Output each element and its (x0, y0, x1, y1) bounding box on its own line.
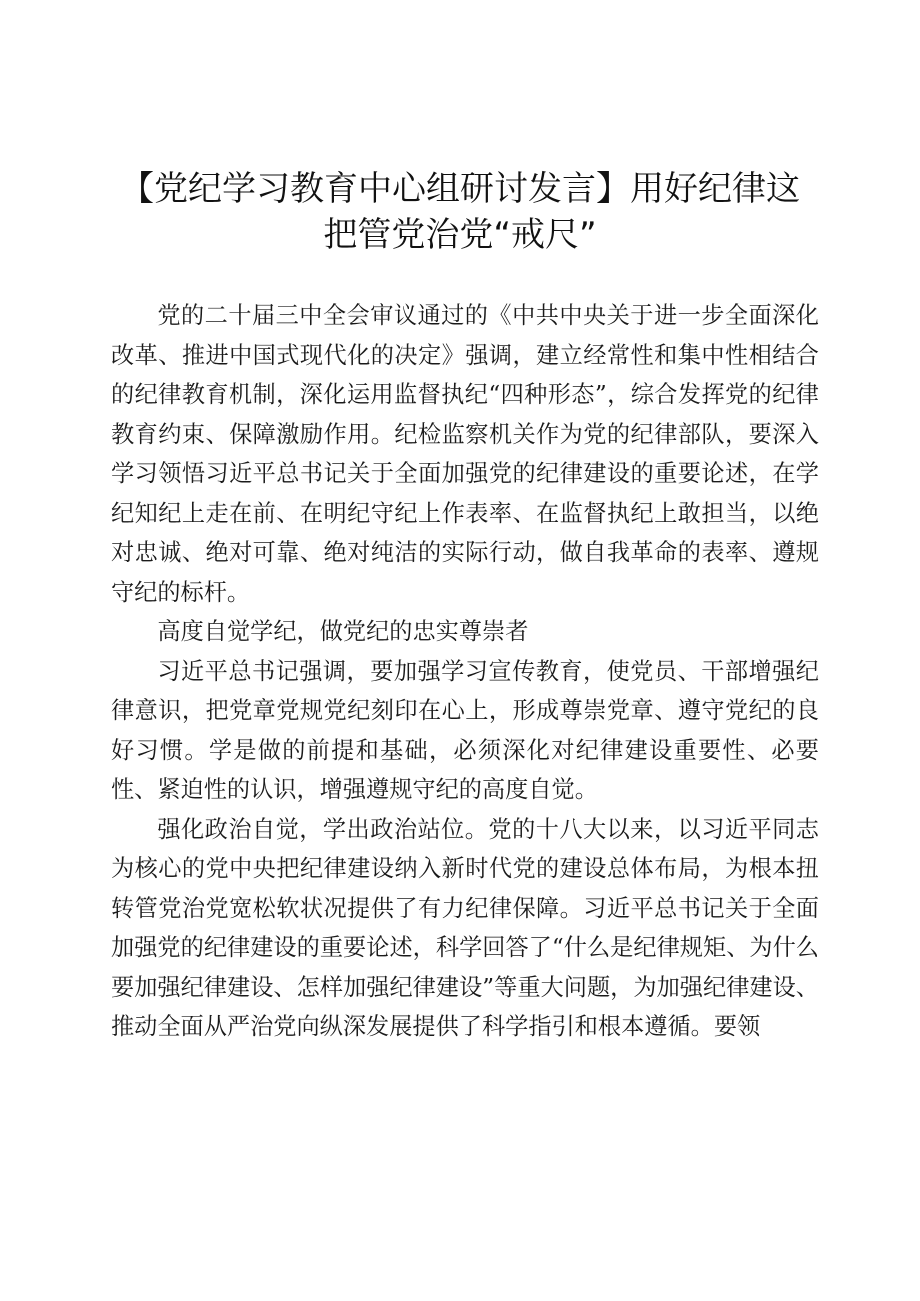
document-body (111, 296, 819, 1047)
title-line-2: 把管党治党“戒尺” (323, 215, 597, 255)
title-line-1: 【党纪学习教育中心组研讨发言】用好纪律这 (120, 169, 800, 209)
section-heading: 高度自觉学纪，做党纪的忠实尊崇者 (157, 618, 529, 645)
paragraph-section-intro: 习近平总书记强调，要加强学习宣传教育，使党员、干部增强纪律意识，把党章党规党纪刻印在心上，形成尊崇党章、遵守党纪的良好习惯。学是做的前提和基础，必须深化对纪律建设重要性、必要性、紧迫性的认识，增强遵规守纪的高度自觉。 (111, 657, 819, 803)
paragraph-political-awareness: 强化政治自觉，学出政治站位。党的十八大以来，以习近平同志为核心的党中央把纪律建设纳入新时代党的建设总体布局，为根本扭转管党治党宽松软状况提供了有力纪律保障。习近平总书记关于全面加强党的纪律建设的重要论述，科学回答了“什么是纪律规矩、为什么要加强纪律建设、怎样加强纪律建设”等重大问题，为加强纪律建设、推动全面从严治党向纵深发展提供了科学指引和根本遵循。要领 (111, 815, 819, 1040)
paragraph-intro: 党的二十届三中全会审议通过的《中共中央关于进一步全面深化改革、推进中国式现代化的决定》强调，建立经常性和集中性相结合的纪律教育机制，深化运用监督执纪“四种形态”，综合发挥党的纪律教育约束、保障激励作用。纪检监察机关作为党的纪律部队，要深入学习领悟习近平总书记关于全面加强党的纪律建设的重要论述，在学纪知纪上走在前、在明纪守纪上作表率、在监督执纪上敢担当，以绝对忠诚、绝对可靠、绝对纯洁的实际行动，做自我革命的表率、遵规守纪的标杆。 (111, 302, 819, 606)
document-title (120, 166, 800, 258)
